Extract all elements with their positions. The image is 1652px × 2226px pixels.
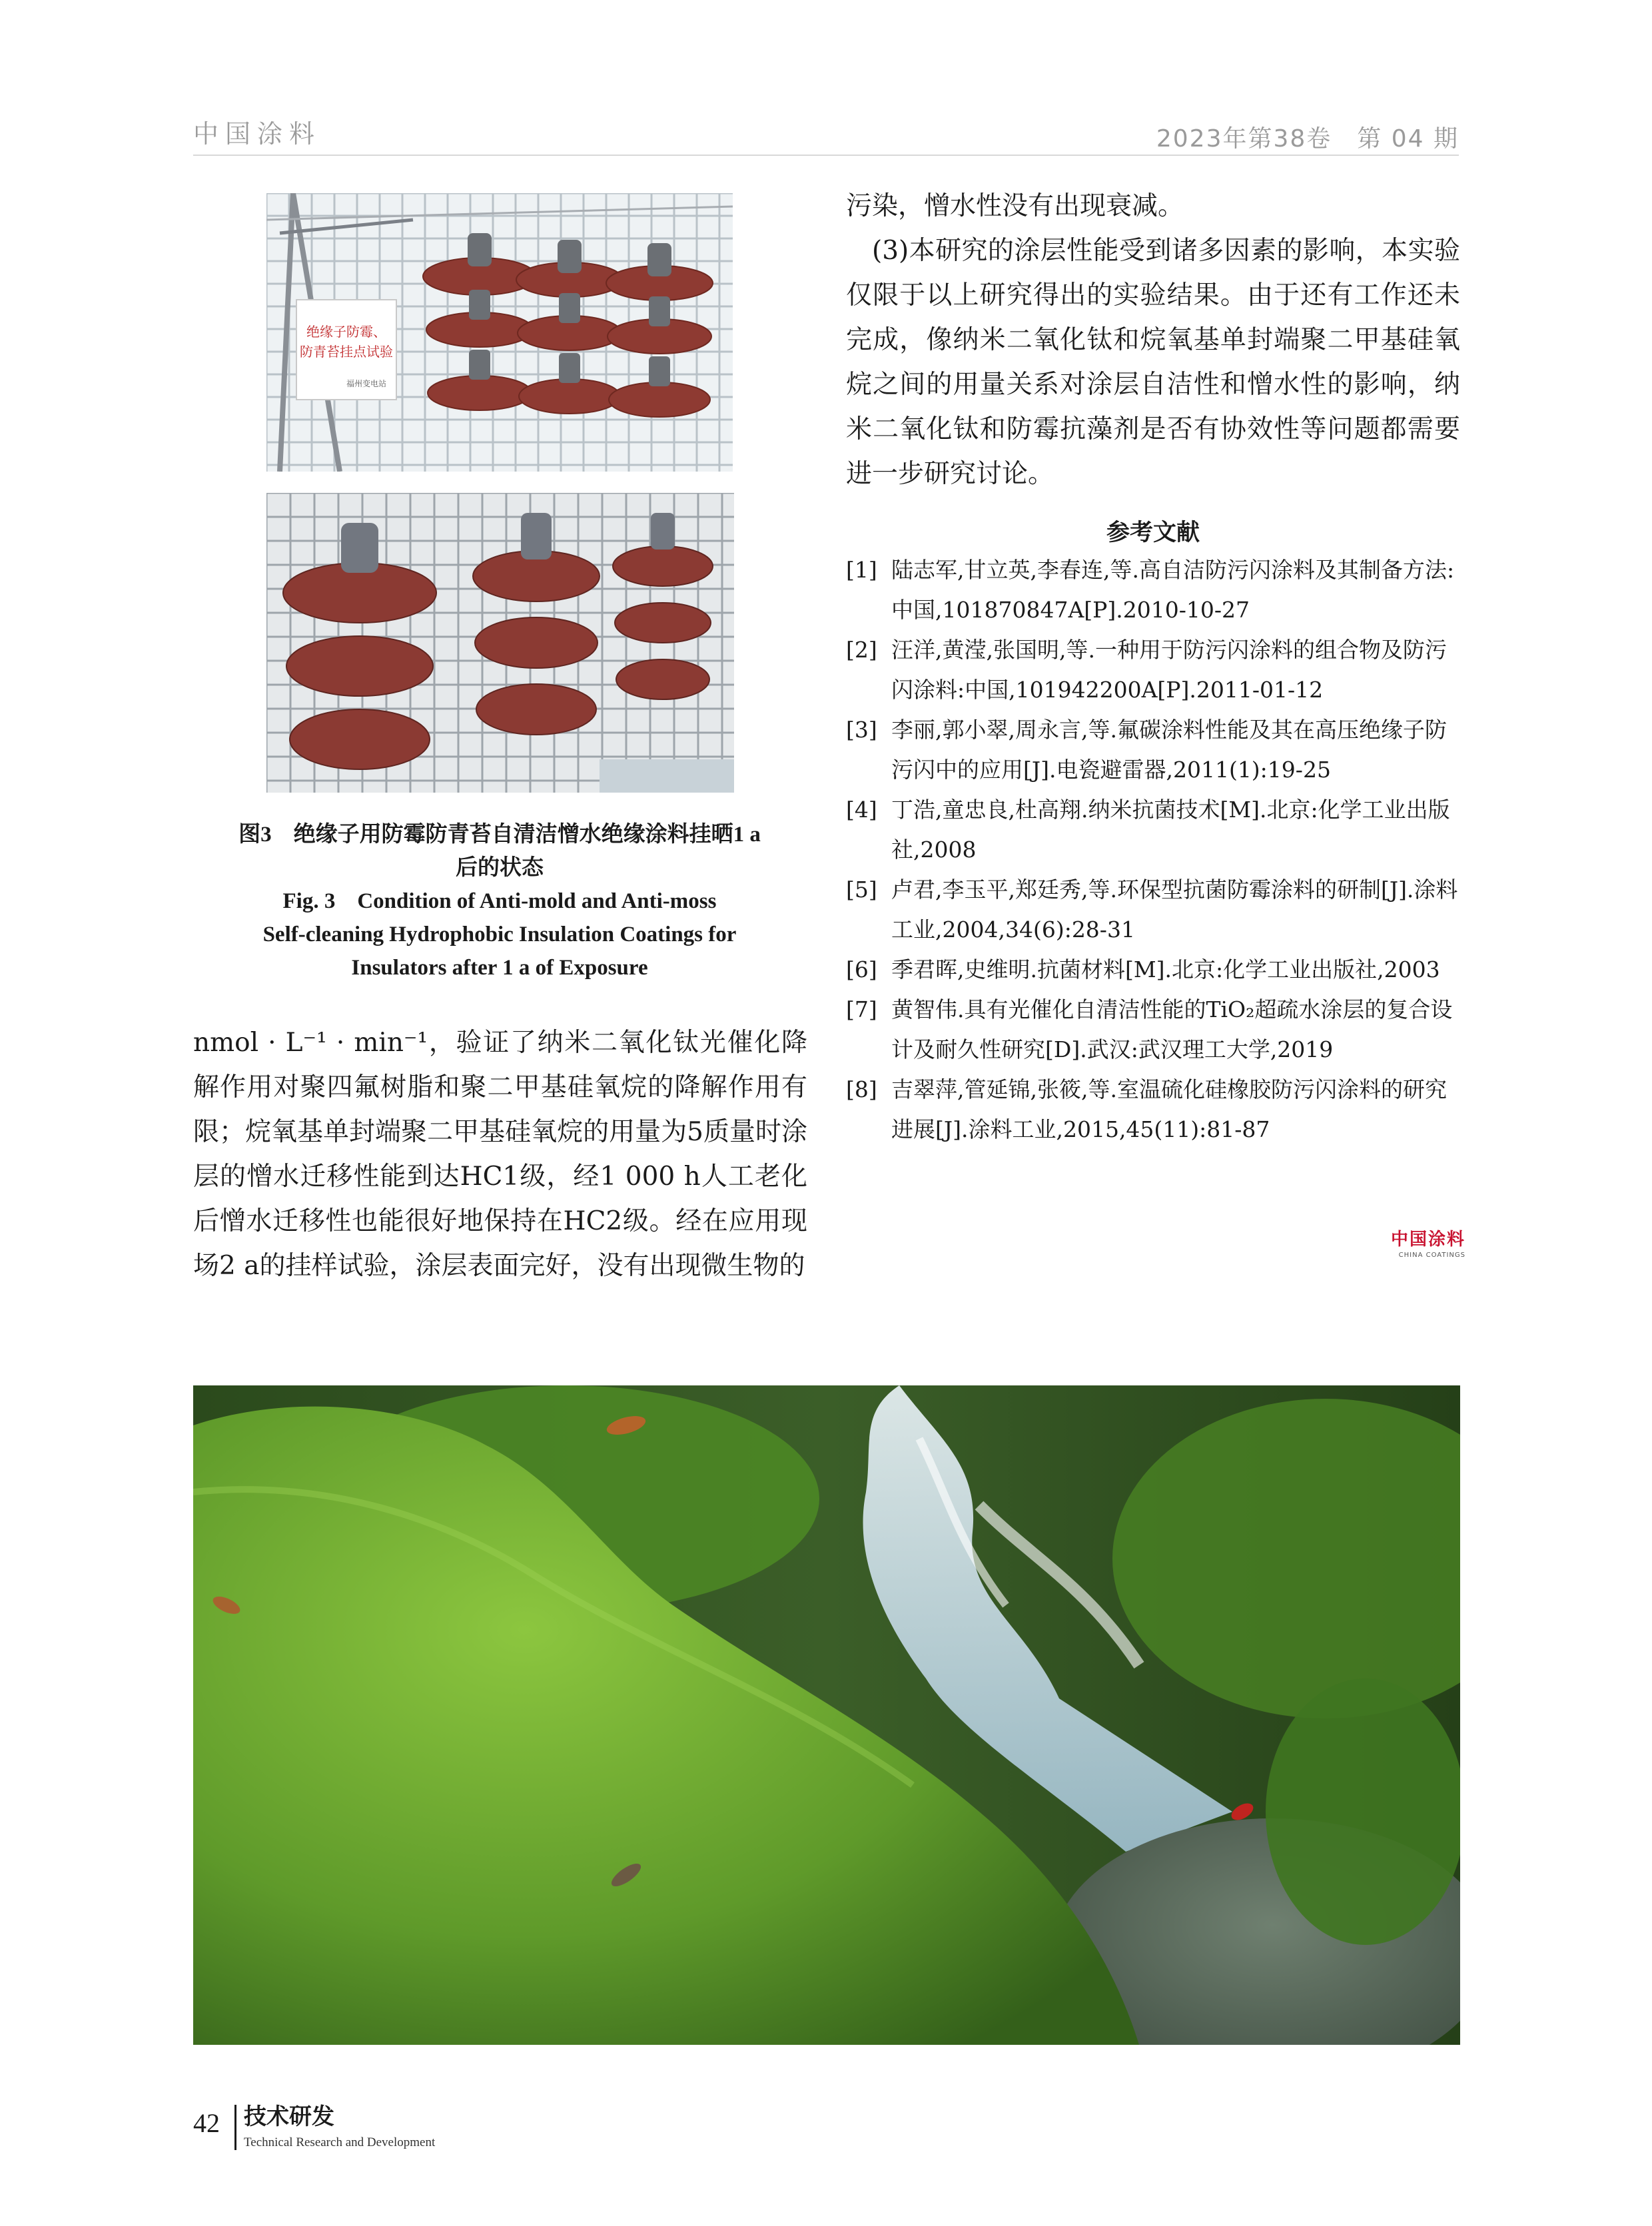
reference-number: [7] [846, 996, 877, 1022]
header-divider [193, 155, 1459, 156]
reference-item [846, 550, 1460, 630]
caption-en-line3: Insulators after 1 a of Exposure [351, 956, 648, 980]
reference-number: [6] [846, 956, 877, 982]
page-number: 42 [193, 2108, 220, 2138]
reference-text: 黄智伟.具有光催化自清洁性能的TiO₂超疏水涂层的复合设计及耐久性研究[D].武汉:武汉理工大学,2019 [891, 996, 1453, 1062]
logo-text-en: CHINA COATINGS [1398, 1252, 1465, 1259]
reference-number: [1] [846, 557, 877, 583]
footer-divider [234, 2105, 236, 2150]
reference-number: [3] [846, 717, 877, 743]
reference-number: [4] [846, 797, 877, 823]
reference-item [846, 990, 1460, 1070]
body-paragraph-left: nmol · L⁻¹ · min⁻¹，验证了纳米二氧化钛光催化降解作用对聚四氟树脂和聚二甲基硅氧烷的降解作用有限；烷氧基单封端聚二甲基硅氧烷的用量为5质量时涂层的憎水迁移性能到达HC1级，经1 000 h人工老化后憎水迁移性也能很好地保持在HC2级。经在应用现场2 a的挂样试验，涂层表面完好，没有出现微生物的 [193, 1028, 807, 1281]
references-title: 参考文献 [1106, 520, 1200, 546]
svg-text:福州变电站: 福州变电站 [346, 379, 387, 388]
caption-en-line1: Fig. 3 Condition of Anti-mold and Anti-moss [282, 889, 717, 913]
logo-text-cn: 中国涂料 [1390, 1230, 1465, 1250]
insulator-photo-bottom [266, 493, 734, 793]
journal-logo [1366, 1226, 1465, 1259]
reference-item [846, 630, 1460, 710]
reference-item [846, 710, 1460, 790]
body-paragraph-right-1: 污染，憎水性没有出现衰减。 [846, 191, 1184, 221]
reference-list [846, 550, 1460, 1150]
svg-text:绝缘子防霉、: 绝缘子防霉、 [306, 324, 386, 340]
journal-name: 中国涂料 [193, 119, 322, 149]
reference-item [846, 950, 1460, 990]
reference-text: 季君晖,史维明.抗菌材料[M].北京:化学工业出版社,2003 [891, 956, 1440, 982]
section-title-en: Technical Research and Development [244, 2135, 436, 2149]
issue-info: 2023年第38卷 第 04 期 [1156, 125, 1459, 153]
reference-item [846, 870, 1460, 950]
reference-text: 李丽,郭小翠,周永言,等.氟碳涂料性能及其在高压绝缘子防污闪中的应用[J].电瓷避雷器,2011(1):19-25 [891, 717, 1447, 783]
reference-text: 吉翠萍,管延锦,张筱,等.室温硫化硅橡胶防污闪涂料的研究进展[J].涂料工业,2015,45(11):81-87 [891, 1076, 1447, 1142]
reference-text: 丁浩,童忠良,杜高翔.纳米抗菌技术[M].北京:化学工业出版社,2008 [891, 797, 1450, 863]
insulator-photo-top [266, 193, 733, 472]
section-title-cn: 技术研发 [244, 2103, 334, 2130]
reference-number: [2] [846, 637, 877, 663]
reference-item [846, 1070, 1460, 1150]
caption-cn-line2: 后的状态 [456, 856, 544, 880]
reference-text: 陆志军,甘立英,李春连,等.高自洁防污闪涂料及其制备方法:中国,101870847A[P].2010-10-27 [891, 557, 1455, 623]
moss-waterfall-photo [193, 1385, 1460, 2045]
reference-text: 汪洋,黄滢,张国明,等.一种用于防污闪涂料的组合物及防污闪涂料:中国,101942200A[P].2011-01-12 [891, 637, 1447, 703]
reference-number: [5] [846, 877, 877, 903]
caption-en-line2: Self-cleaning Hydrophobic Insulation Coatings for [262, 923, 737, 946]
caption-cn-line1: 图3 绝缘子用防霉防青苔自清洁憎水绝缘涂料挂晒1 a [238, 823, 761, 847]
svg-text:防青苔挂点试验: 防青苔挂点试验 [300, 344, 393, 360]
reference-text: 卢君,李玉平,郑廷秀,等.环保型抗菌防霉涂料的研制[J].涂料工业,2004,34(6):28-31 [891, 877, 1458, 942]
body-paragraph-right-2: (3)本研究的涂层性能受到诸多因素的影响，本实验仅限于以上研究得出的实验结果。由于还有工作还未完成，像纳米二氧化钛和烷氧基单封端聚二甲基硅氧烷之间的用量关系对涂层自洁性和憎水性的影响，纳米二氧化钛和防霉抗藻剂是否有协效性等问题都需要进一步研究讨论。 [846, 236, 1460, 489]
figure-caption [200, 818, 799, 984]
reference-number: [8] [846, 1076, 877, 1102]
reference-item [846, 790, 1460, 870]
